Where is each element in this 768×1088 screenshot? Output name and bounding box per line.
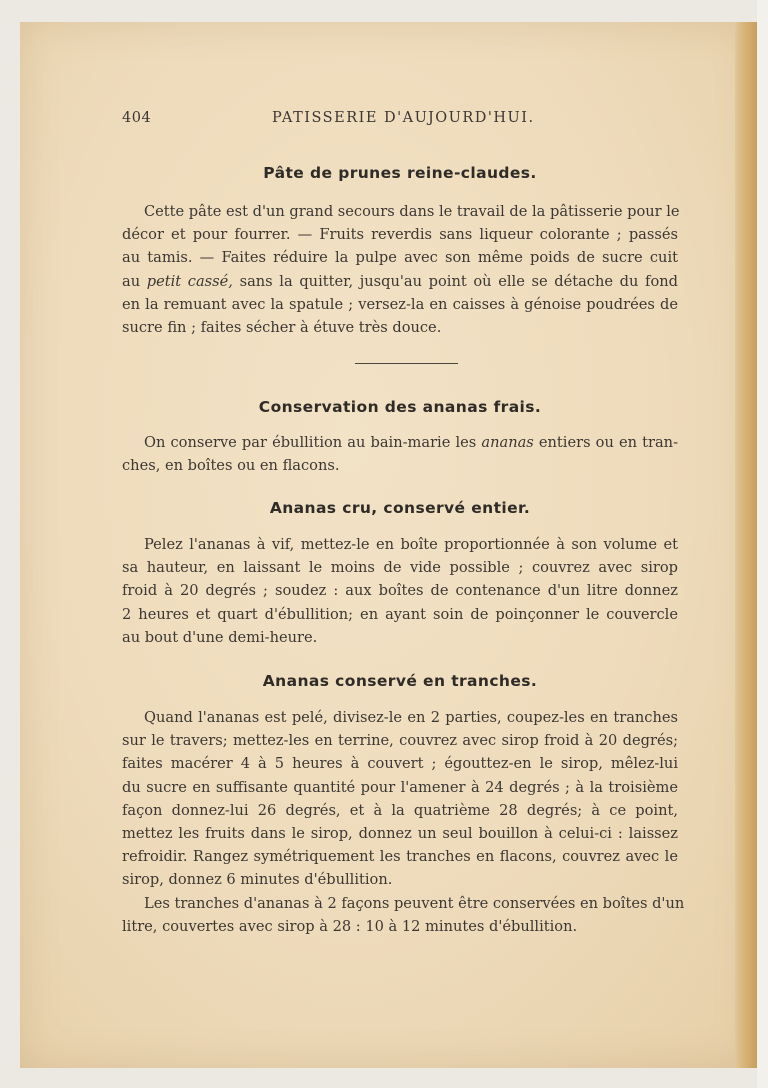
text-line: mettez les fruits dans le sirop, donnez un seul bouillon à celui-ci : laissez	[122, 825, 678, 843]
heading-ananas-tranches: Ananas conservé en tranches.	[262, 672, 538, 690]
text-line: faites macérer 4 à 5 heures à couvert ; égouttez-en le sirop, mêlez-lui	[122, 755, 678, 773]
text-line: sur le travers; mettez-les en terrine, couvrez avec sirop froid à 20 degrés;	[122, 732, 678, 750]
section-divider	[355, 363, 458, 364]
text-fragment: au	[122, 272, 147, 290]
text-line: Cette pâte est d'un grand secours dans le travail de la pâtisserie pour le	[144, 203, 680, 220]
book-spine-shadow	[735, 22, 757, 1068]
text-line	[122, 270, 678, 293]
text-line	[122, 431, 678, 454]
page-number: 404	[122, 110, 152, 126]
paragraph-prunes	[122, 200, 678, 339]
italic-term: petit cassé,	[146, 272, 233, 290]
text-line: sa hauteur, en laissant le moins de vide possible ; couvrez avec sirop	[122, 559, 678, 577]
paragraph-conservation	[122, 431, 678, 477]
text-line: décor et pour fourrer. — Fruits reverdis sans liqueur colorante ; passés	[122, 226, 678, 244]
text-line: Pelez l'ananas à vif, mettez-le en boîte proportionnée à son volume et	[144, 536, 678, 553]
running-title: PATISSERIE D'AUJOURD'HUI.	[272, 110, 535, 126]
heading-conservation: Conservation des ananas frais.	[258, 398, 542, 416]
running-header	[122, 110, 678, 130]
scan-edge	[757, 0, 768, 1088]
paragraph-ananas-tranches	[122, 706, 685, 938]
text-line: Les tranches d'ananas à 2 façons peuvent être conservées en boîtes d'un	[144, 894, 685, 912]
text-line: Quand l'ananas est pelé, divisez-le en 2 parties, coupez-les en tranches	[144, 709, 678, 726]
italic-term: ananas	[481, 434, 534, 451]
text-line: au bout d'une demi-heure.	[122, 628, 318, 646]
text-line: ches, en boîtes ou en flacons.	[122, 457, 340, 475]
text-line: litre, couvertes avec sirop à 28 : 10 à 12 minutes d'ébullition.	[122, 917, 578, 935]
text-line: froid à 20 degrés ; soudez : aux boîtes de contenance d'un litre donnez	[122, 582, 678, 600]
text-fragment: On conserve par ébullition au bain-marie les	[144, 434, 482, 451]
text-line: en la remuant avec la spatule ; versez-la en caisses à génoise poudrées de	[122, 295, 678, 313]
text-line: 2 heures et quart d'ébullition; en ayant soin de poinçonner le couvercle	[122, 605, 678, 623]
text-line: sucre fin ; faites sécher à étuve très douce.	[122, 319, 442, 337]
text-fragment: sans la quitter, jusqu'au point où elle se détache du fond	[239, 272, 678, 290]
heading-ananas-cru: Ananas cru, conservé entier.	[269, 499, 531, 517]
paragraph-ananas-cru	[122, 533, 678, 649]
text-line: façon donnez-lui 26 degrés, et à la quatrième 28 degrés; à ce point,	[122, 801, 678, 819]
text-line: sirop, donnez 6 minutes d'ébullition.	[122, 871, 393, 889]
text-line: du sucre en suffisante quantité pour l'amener à 24 degrés ; à la troisième	[122, 778, 678, 796]
text-fragment: entiers ou en tran-	[533, 434, 679, 451]
heading-prunes: Pâte de prunes reine-claudes.	[263, 164, 537, 182]
text-line: au tamis. — Faites réduire la pulpe avec son même poids de sucre cuit	[122, 249, 678, 267]
text-line: refroidir. Rangez symétriquement les tranches en flacons, couvrez avec le	[122, 848, 678, 866]
